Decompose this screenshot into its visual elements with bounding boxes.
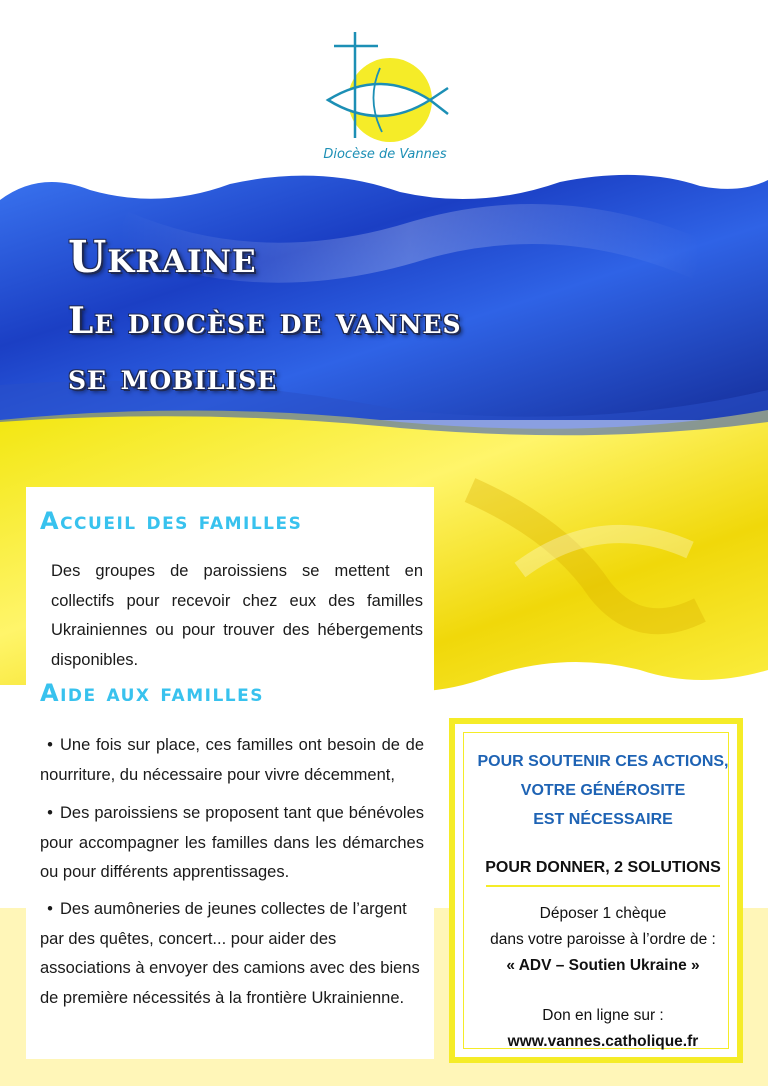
how-to-give-title: POUR DONNER, 2 SOLUTIONS	[485, 859, 721, 876]
title-ukraine: Ukraine	[68, 232, 257, 283]
appeal-line: EST NÉCESSAIRE	[533, 811, 673, 828]
donation-box	[449, 718, 743, 1063]
cheque-instructions	[464, 901, 742, 979]
divider	[486, 885, 720, 887]
appeal-line: VOTRE GÉNÉROSITE	[520, 782, 686, 799]
aide-bullet-text: Une fois sur place, ces familles ont besoin de de nourriture, du nécessaire pour vivre décemment,	[40, 736, 424, 784]
online-label: Don en ligne sur :	[542, 1007, 664, 1024]
aide-bullet	[40, 895, 424, 1013]
cheque-line: Déposer 1 chèque	[539, 905, 667, 922]
info-panel	[26, 487, 434, 1059]
aide-bullet-text: Des aumôneries de jeunes collectes de l’argent par des quêtes, concert... pour aider des associations à envoyer des camions avec des biens de première nécessités à la frontière Ukrainienne.	[40, 900, 420, 1007]
logo-caption: Diocèse de Vannes	[323, 147, 447, 162]
aide-bullet	[40, 799, 424, 888]
heading-aide: Aide aux familles	[40, 679, 264, 707]
title-diocese: Le diocèse de vannes	[68, 300, 462, 342]
donation-box-inner	[463, 732, 729, 1049]
cheque-line: dans votre paroisse à l’ordre de :	[490, 931, 716, 948]
bullet-icon: •	[47, 736, 53, 754]
title-mobilise: se mobilise	[68, 356, 278, 398]
accueil-text: Des groupes de paroissiens se mettent en collectifs pour recevoir chez eux des familles Ukrainiennes ou pour trouver des hébergements disponibles.	[51, 562, 423, 669]
bullet-icon: •	[47, 804, 53, 822]
online-donation	[464, 1003, 742, 1055]
website-link[interactable]: www.vannes.catholique.fr	[507, 1033, 699, 1050]
donation-appeal	[464, 747, 742, 834]
aide-bullet	[40, 731, 424, 790]
heading-accueil: Accueil des familles	[40, 507, 303, 535]
aide-bullet-text: Des paroissiens se proposent tant que bénévoles pour accompagner les familles dans les démarches ou pour différents apprentissages.	[40, 804, 424, 881]
cheque-order: « ADV – Soutien Ukraine »	[506, 957, 700, 974]
appeal-line: POUR SOUTENIR CES ACTIONS,	[477, 753, 729, 770]
bullet-icon: •	[47, 900, 53, 918]
